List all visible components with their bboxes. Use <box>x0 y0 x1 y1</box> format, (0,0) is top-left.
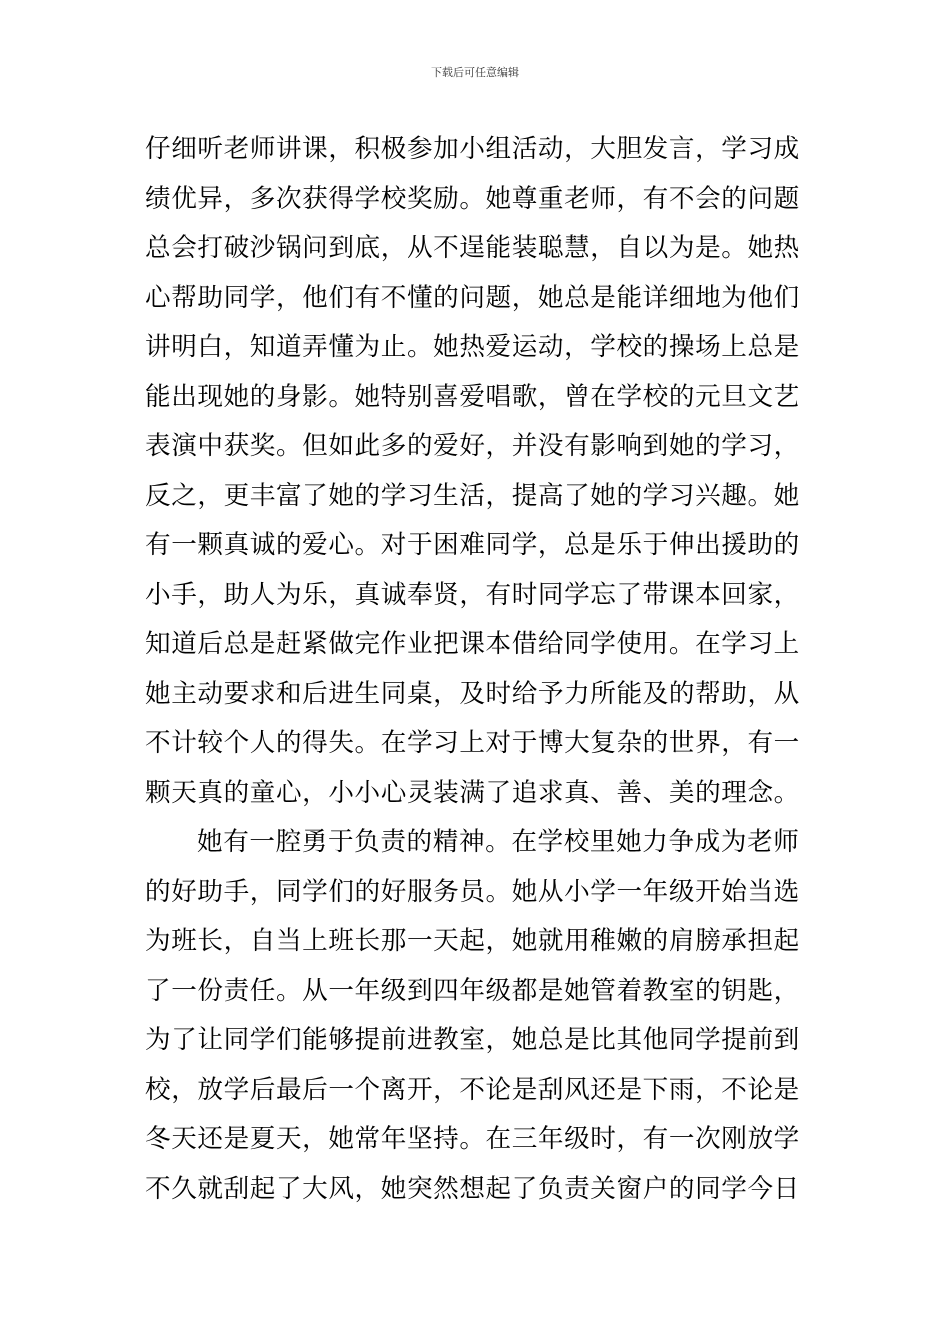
text-line: 能出现她的身影。她特别喜爱唱歌，曾在学校的元旦文艺 <box>145 381 800 412</box>
text-line: 讲明白，知道弄懂为止。她热爱运动，学校的操场上总是 <box>145 332 800 362</box>
document-body <box>145 125 810 1214</box>
text-line: 颗天真的童心，小小心灵装满了追求真、善、美的理念。 <box>145 777 800 808</box>
paragraph-2 <box>145 818 810 1214</box>
text-line: 表演中获奖。但如此多的爱好，并没有影响到她的学习， <box>145 431 800 461</box>
text-line: 了一份责任。从一年级到四年级都是她管着教室的钥匙， <box>145 975 800 1006</box>
text-line: 不久就刮起了大风，她突然想起了负责关窗户的同学今日 <box>145 1173 800 1204</box>
text-line: 为了让同学们能够提前进教室，她总是比其他同学提前到 <box>145 1025 800 1055</box>
text-line: 她有一腔勇于负责的精神。在学校里她力争成为老师 <box>197 827 800 857</box>
text-line: 她主动要求和后进生同桌，及时给予力所能及的帮助，从 <box>145 678 800 709</box>
page-header: 下载后可任意编辑 <box>431 66 519 79</box>
text-line: 冬天还是夏天，她常年坚持。在三年级时，有一次刚放学 <box>145 1124 800 1154</box>
text-line: 总会打破沙锅问到底，从不逞能装聪慧，自以为是。她热 <box>145 233 800 263</box>
text-line: 校，放学后最后一个离开，不论是刮风还是下雨，不论是 <box>145 1074 800 1105</box>
text-line: 绩优异，多次获得学校奖励。她尊重老师，有不会的问题 <box>145 183 800 214</box>
text-line: 有一颗真诚的爱心。对于困难同学，总是乐于伸出援助的 <box>145 530 800 560</box>
text-line: 为班长，自当上班长那一天起，她就用稚嫩的肩膀承担起 <box>145 926 800 956</box>
text-line: 小手，助人为乐，真诚奉贤，有时同学忘了带课本回家， <box>145 579 800 610</box>
text-line: 心帮助同学，他们有不懂的问题，她总是能详细地为他们 <box>145 282 800 313</box>
text-line: 不计较个人的得失。在学习上对于博大复杂的世界，有一 <box>145 728 800 758</box>
paragraph-1 <box>145 125 810 818</box>
text-line: 仔细听老师讲课，积极参加小组活动，大胆发言，学习成 <box>145 134 800 164</box>
text-line: 知道后总是赶紧做完作业把课本借给同学使用。在学习上 <box>145 629 800 659</box>
text-line: 的好助手，同学们的好服务员。她从小学一年级开始当选 <box>145 876 800 907</box>
text-line: 反之，更丰富了她的学习生活，提高了她的学习兴趣。她 <box>145 480 800 511</box>
